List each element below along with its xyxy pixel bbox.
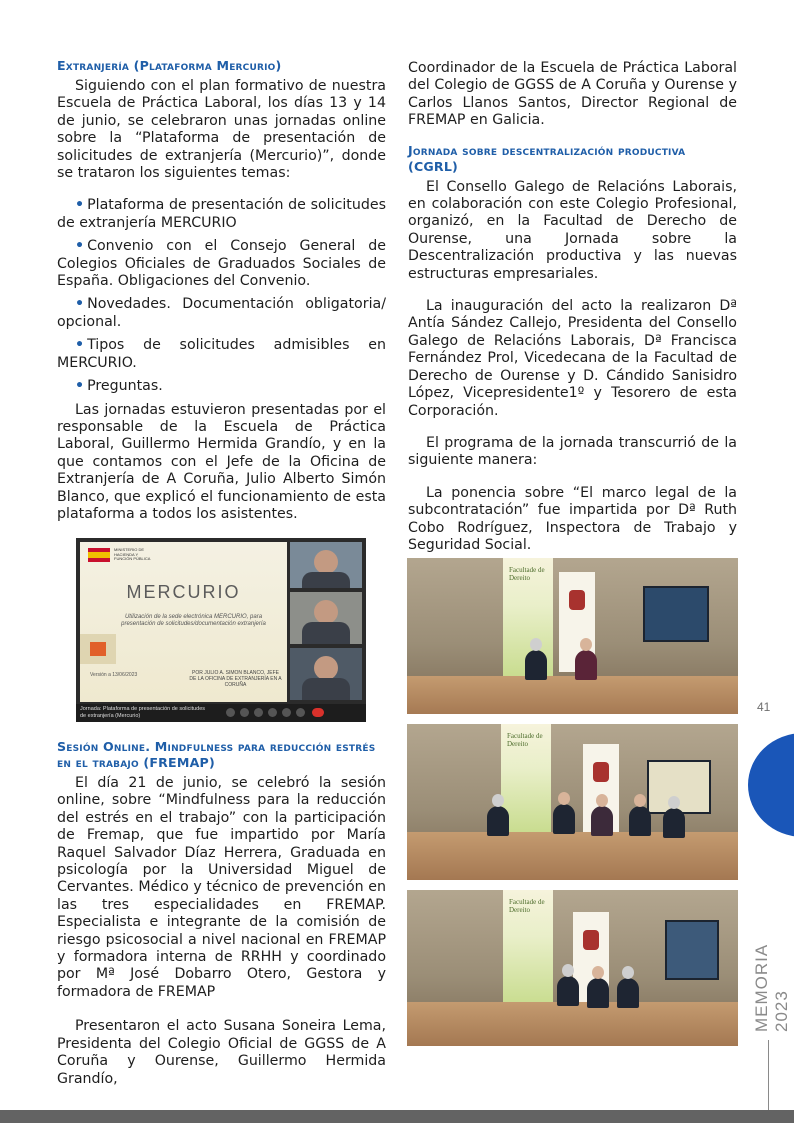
bullet-dot-icon: • [75, 378, 85, 395]
paragraph-closing: Las jornadas estuvieron presentadas por el responsable de la Escuela de Práctica Laboral, Guillermo Hermida Grandío, y en la que contamos con el Jefe de la Oficina de Extranjería de A Coruña, Julio Alberto Simón Blanco, que explicó el funcionamiento de esta plataforma a todos los asistentes. [57, 401, 386, 522]
paragraph-mindfulness: El día 21 de junio, se celebró la sesión online, sobre “Mindfulness para la reducción del estrés en el trabajo” con la participación de Fremap, que fue impartido por María Raquel Salvador Díaz Herrera, Graduada en psicología por la Universidad Miguel de Cervantes. Médico y técnico de prevención en las tres especialidades en FREMAP. Especialista e integrante de la comisión de riesgo psicosocial a nivel nacional en FREMAP y formadora interna de RRHH y coordinado por Mª José Dobarro Otero, Gestora y formadora de FREMAP [57, 775, 386, 1000]
paragraph-ponencia: La ponencia sobre “El marco legal de la subcontratación” fue impartida por Dª Ruth Cobo Rodríguez, Inspectora de Trabajo y Seguridad Social. [408, 484, 737, 553]
presentation-slide [80, 542, 287, 702]
reactions-icon [282, 708, 291, 717]
speaker-person [629, 806, 651, 836]
paragraph-programa: El programa de la jornada transcurrió de la siguiente manera: [408, 434, 737, 469]
bullet-item: • Convenio con el Consejo General de Colegios Oficiales de Graduados Sociales de España. Obligaciones del Convenio. [57, 238, 386, 290]
bullet-item: • Preguntas. [75, 378, 163, 395]
speaker-person [575, 650, 597, 680]
faculty-banner: Facultade de Dereito [503, 558, 553, 678]
paragraph-continuation: Coordinador de la Escuela de Práctica Laboral del Colegio de GGSS de A Coruña y Ourense y Carlos Llanos Santos, Director Regional de FREMAP en Galicia. [408, 60, 737, 129]
accent-circle [748, 733, 794, 837]
speaker-person [553, 804, 575, 834]
page-number: 41 [757, 700, 771, 714]
microphone-icon [226, 708, 235, 717]
speaker-person [591, 806, 613, 836]
bullet-dot-icon: • [75, 337, 85, 354]
participant-video [290, 542, 362, 588]
faculty-banner: Facultade de Dereito [501, 724, 551, 834]
ministry-label: MINISTERIO DE HACIENDA Y FUNCIÓN PÚBLICA [114, 547, 151, 561]
slide-version: Versión a 13/06/2023 [90, 672, 138, 678]
bullet-dot-icon: • [75, 296, 85, 313]
presiding-table [407, 676, 738, 714]
section-heading-jornada: Jornada sobre descentralización productiva (CGRL) [408, 142, 686, 174]
bullet-dot-icon: • [75, 197, 85, 214]
bullet-item: • Tipos de solicitudes admisibles en MERCURIO. [57, 337, 386, 371]
paragraph-intro: Siguiendo con el plan formativo de nuestra Escuela de Práctica Laboral, los días 13 y 14 de junio, se celebraron unas jornadas online sobre la “Plataforma de presentación de solicitudes de extranjería (Mercurio)”, donde se trataron los siguientes temas: [57, 78, 386, 182]
speaker-person [487, 806, 509, 836]
paragraph-consello: El Consello Galego de Relacións Laborais, en colaboración con este Colegio Profesional, organizó, en la Facultad de Derecho de Ourense, una Jornada sobre la Descentralización productiva y las nuevas estructuras empresariales. [408, 178, 737, 282]
participant-video [290, 648, 362, 700]
slide-title: MERCURIO [126, 582, 241, 602]
event-photo [407, 724, 738, 880]
speaker-person [587, 978, 609, 1008]
speaker-person [525, 650, 547, 680]
side-divider [768, 1040, 769, 1110]
paragraph-inauguracion: La inauguración del acto la realizaron Dª Antía Sández Callejo, Presidenta del Consello Galego de Relacións Laborais, Dª Francisca Fernández Prol, Vicedecana de la Facultad de Derecho de Ourense y D. Cándido Sanisidro López, Vicepresidente1º y Tesorero de esta Corporación. [408, 298, 737, 419]
section-heading-extranjeria: Extranjería (Plataforma Mercurio) [57, 58, 282, 73]
share-screen-icon [254, 708, 263, 717]
speaker-person [557, 976, 579, 1006]
left-column [57, 58, 386, 532]
emblem-icon [569, 590, 585, 610]
end-call-icon [312, 708, 324, 717]
side-label: MEMORIA 2023 [752, 944, 791, 1032]
right-column [408, 60, 737, 563]
paragraph-presenters: Presentaron el acto Susana Soneira Lema, Presidenta del Colegio Oficial de GGSS de A Coruña y Ourense, Guillermo Hermida Grandío, [57, 1018, 386, 1087]
spain-flag-icon [88, 548, 110, 562]
slide-subtitle: Utilización de la sede electrónica MERCURIO, para presentación de solicitudes/documentación extranjería [121, 614, 266, 627]
bullet-item: • Novedades. Documentación obligatoria/ opcional. [57, 296, 386, 330]
camera-icon [240, 708, 249, 717]
section-heading-mindfulness: Sesión Online. Mindfulness para reducción estrés en el trabajo (FREMAP) [57, 739, 376, 770]
bullet-item: • Plataforma de presentación de solicitudes de extranjería MERCURIO [57, 197, 386, 231]
projection-screen [665, 920, 719, 980]
emblem-icon [593, 762, 609, 782]
presiding-table [407, 832, 738, 880]
speaker-person [617, 978, 639, 1008]
slide-author: POR JULIO A. SIMON BLANCO, JEFE DE LA OFICINA DE EXTRANJERÍA EN A CORUÑA [189, 670, 282, 688]
emblem-icon [583, 930, 599, 950]
call-caption: Jornada: Plataforma de presentación de solicitudes de extranjería (Mercurio) [80, 706, 206, 719]
video-call-screenshot [76, 538, 366, 722]
footer-bar [0, 1110, 794, 1123]
event-photo [407, 558, 738, 714]
bullet-dot-icon: • [75, 238, 85, 255]
event-photo [407, 890, 738, 1046]
call-toolbar [76, 704, 366, 722]
more-options-icon [296, 708, 305, 717]
slide-marker-icon [90, 642, 106, 656]
faculty-banner: Facultade de Dereito [503, 890, 553, 1006]
speaker-person [663, 808, 685, 838]
participant-video [290, 592, 362, 644]
raise-hand-icon [268, 708, 277, 717]
left-column-lower [57, 739, 386, 1097]
projection-screen [643, 586, 709, 642]
presiding-table [407, 1002, 738, 1046]
